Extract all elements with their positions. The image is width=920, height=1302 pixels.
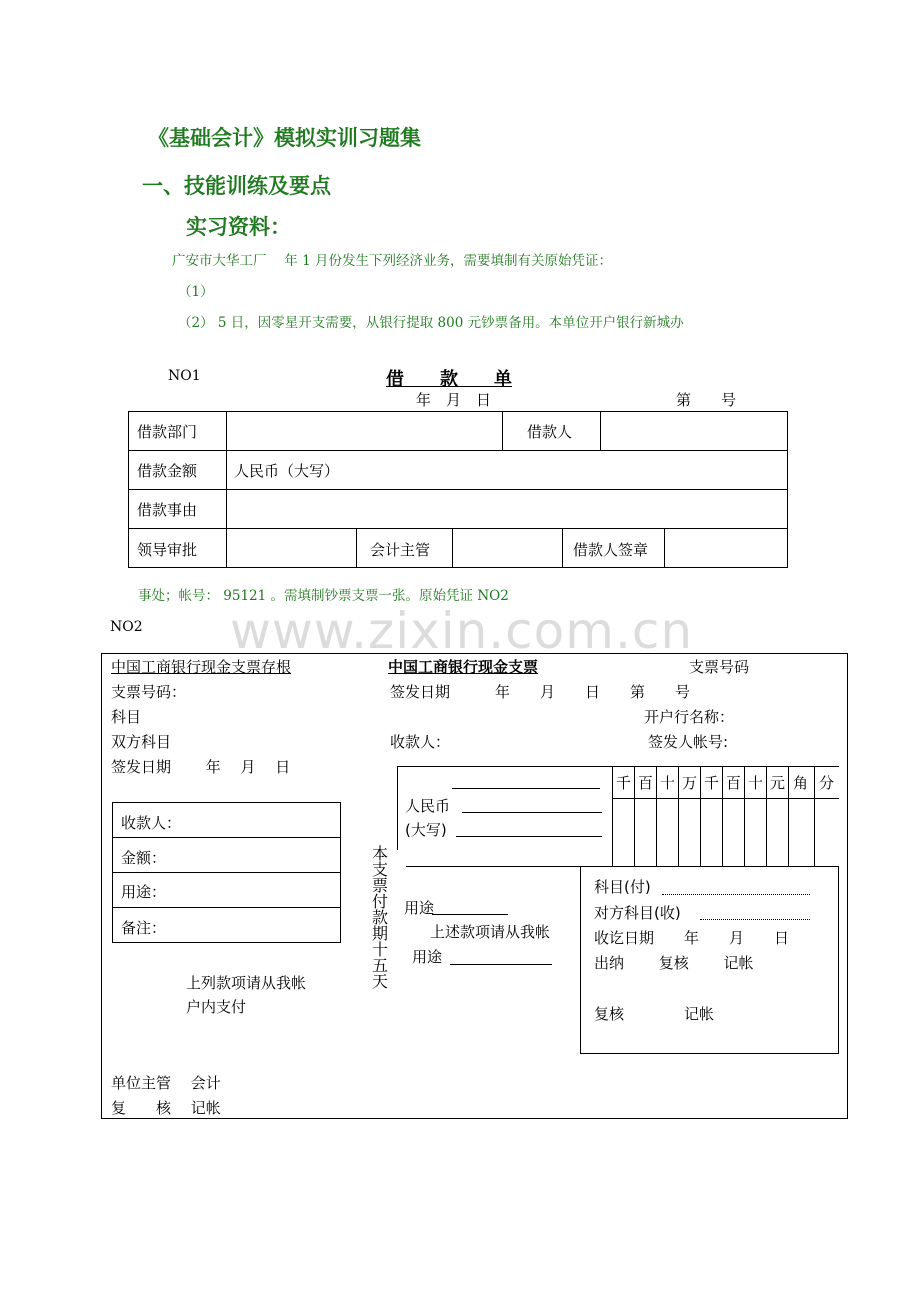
main-cheque-no: 支票号码: [689, 658, 750, 676]
main-purpose: 用途: [412, 948, 443, 966]
digit-label: 分: [819, 774, 835, 792]
loan-form-number: 第 号: [676, 391, 737, 409]
stub-title: 中国工商银行现金支票存根: [111, 658, 292, 676]
borrower-label: 借款人: [527, 423, 573, 441]
main-date: 签发日期 年 月 日 第 号: [390, 683, 691, 701]
stub-sign-2: 复 核 记帐: [111, 1099, 221, 1117]
rmb-label: 人民币: [405, 797, 451, 815]
item-1: （1）: [178, 284, 214, 300]
stub-remark: 备注：: [121, 919, 167, 937]
stub-amount: 金额：: [121, 849, 167, 867]
stub-subject: 科目: [111, 708, 142, 726]
stub-note-1: 上列款项请从我帐: [186, 974, 307, 992]
section-heading: 一、技能训练及要点: [142, 174, 331, 198]
stub-note-2: 户内支付: [186, 998, 247, 1016]
subsection-heading: 实习资料：: [186, 215, 291, 239]
watermark: www.zixin.com.cn: [230, 602, 694, 660]
loan-form-date: 年 月 日: [416, 391, 492, 409]
digit-label: 百: [638, 774, 654, 792]
subject-receive: 对方科目(收): [594, 904, 681, 922]
stub-date: 签发日期 年 月 日: [111, 758, 291, 776]
intro-text: 广安市大华工厂 年 1 月份发生下列经济业务，需要填制有关原始凭证：: [172, 253, 612, 269]
main-payee: 收款人：: [390, 733, 451, 751]
digit-label: 千: [704, 774, 720, 792]
main-title: 中国工商银行现金支票: [388, 658, 539, 676]
digit-label: 十: [748, 774, 764, 792]
upper-label: (大写): [405, 821, 447, 839]
document-title: 《基础会计》模拟实训习题集: [148, 126, 421, 150]
drawer-account: 签发人帐号:: [648, 733, 729, 751]
stub-counter-subject: 双方科目: [111, 733, 172, 751]
digit-label: 元: [770, 774, 786, 792]
digit-label: 十: [660, 774, 676, 792]
main-note: 上述款项请从我帐: [430, 923, 551, 941]
item-2: （2） 5 日，因零星开支需要，从银行提取 800 元钞票备用。本单位开户银行新城办: [178, 315, 684, 331]
cashier-row: 出纳 复核 记帐: [594, 954, 754, 972]
purpose-cut-label: 用途: [404, 899, 435, 917]
accountant-label: 会计主管: [370, 541, 431, 559]
digit-label: 万: [682, 774, 698, 792]
reason-label: 借款事由: [137, 501, 198, 519]
settle-date: 收讫日期 年 月 日: [594, 929, 790, 947]
amount-value: 人民币（大写）: [234, 462, 340, 480]
digit-label: 千: [616, 774, 632, 792]
subject-pay: 科目(付): [594, 878, 651, 896]
validity-vertical-text: 本支票付款期十五天: [371, 844, 388, 991]
amount-label: 借款金额: [137, 462, 198, 480]
item-2-continued: 事处；帐号： 95121 。需填制钞票支票一张。原始凭证 NO2: [138, 588, 509, 604]
stub-cheque-no: 支票号码：: [111, 683, 187, 701]
dept-label: 借款部门: [137, 423, 198, 441]
form-number-1: NO1: [168, 368, 201, 384]
review-row: 复核 记帐: [594, 1005, 715, 1023]
stub-purpose: 用途：: [121, 883, 167, 901]
digit-label: 角: [793, 774, 809, 792]
sign-label: 借款人签章: [573, 541, 649, 559]
loan-form-title: 借 款 单: [386, 369, 512, 390]
stub-sign-1: 单位主管 会计: [111, 1074, 221, 1092]
form-number-2: NO2: [110, 619, 143, 635]
approve-label: 领导审批: [137, 541, 198, 559]
stub-payee: 收款人：: [121, 814, 182, 832]
digit-label: 百: [726, 774, 742, 792]
bank-name: 开户行名称：: [644, 708, 735, 726]
